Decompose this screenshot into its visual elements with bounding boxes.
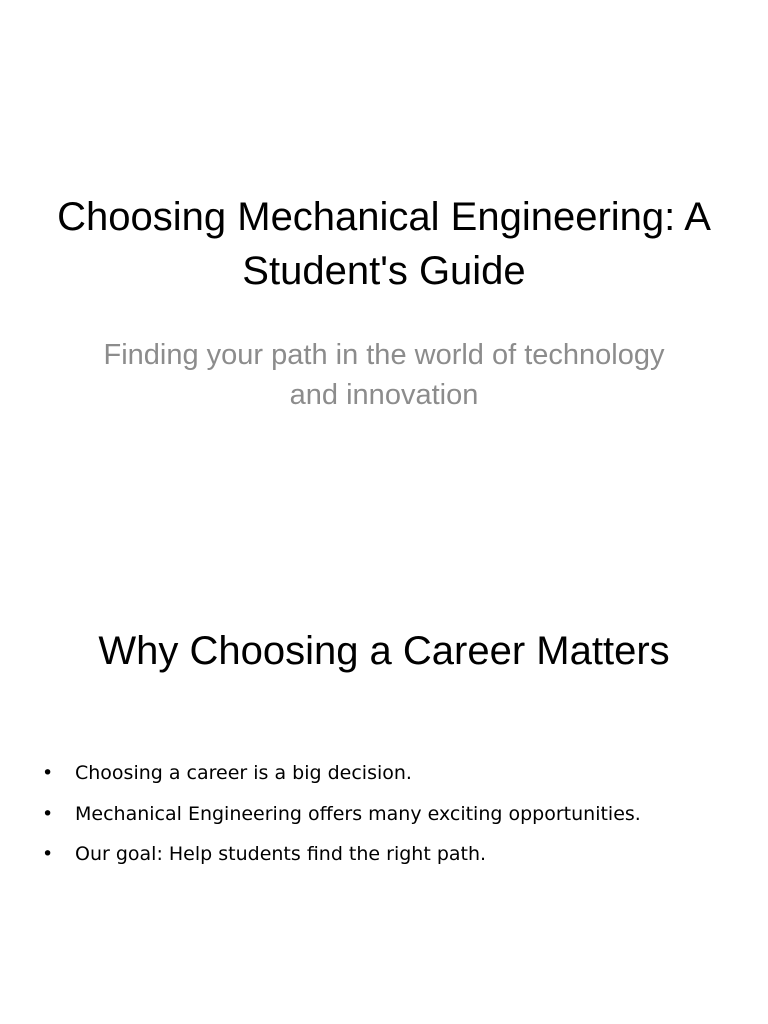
bullet-text: Our goal: Help students find the right path. xyxy=(75,843,487,865)
bullet-list xyxy=(42,758,742,880)
slide-title: Choosing Mechanical Engineering: A Student's Guide xyxy=(57,195,711,293)
slide-title: Why Choosing a Career Matters xyxy=(98,629,670,673)
bullet-dot-icon: • xyxy=(42,843,54,865)
content-slide xyxy=(0,512,768,1024)
bullet-item xyxy=(42,799,742,840)
bullet-dot-icon: • xyxy=(42,802,54,825)
bullet-item xyxy=(42,758,742,799)
bullet-item xyxy=(42,839,742,880)
bullet-text: Mechanical Engineering offers many exciting opportunities. xyxy=(75,802,641,825)
bullet-dot-icon: • xyxy=(42,762,54,784)
slide-subtitle: Finding your path in the world of technology and innovation xyxy=(103,339,665,411)
bullet-text: Choosing a career is a big decision. xyxy=(75,762,412,784)
